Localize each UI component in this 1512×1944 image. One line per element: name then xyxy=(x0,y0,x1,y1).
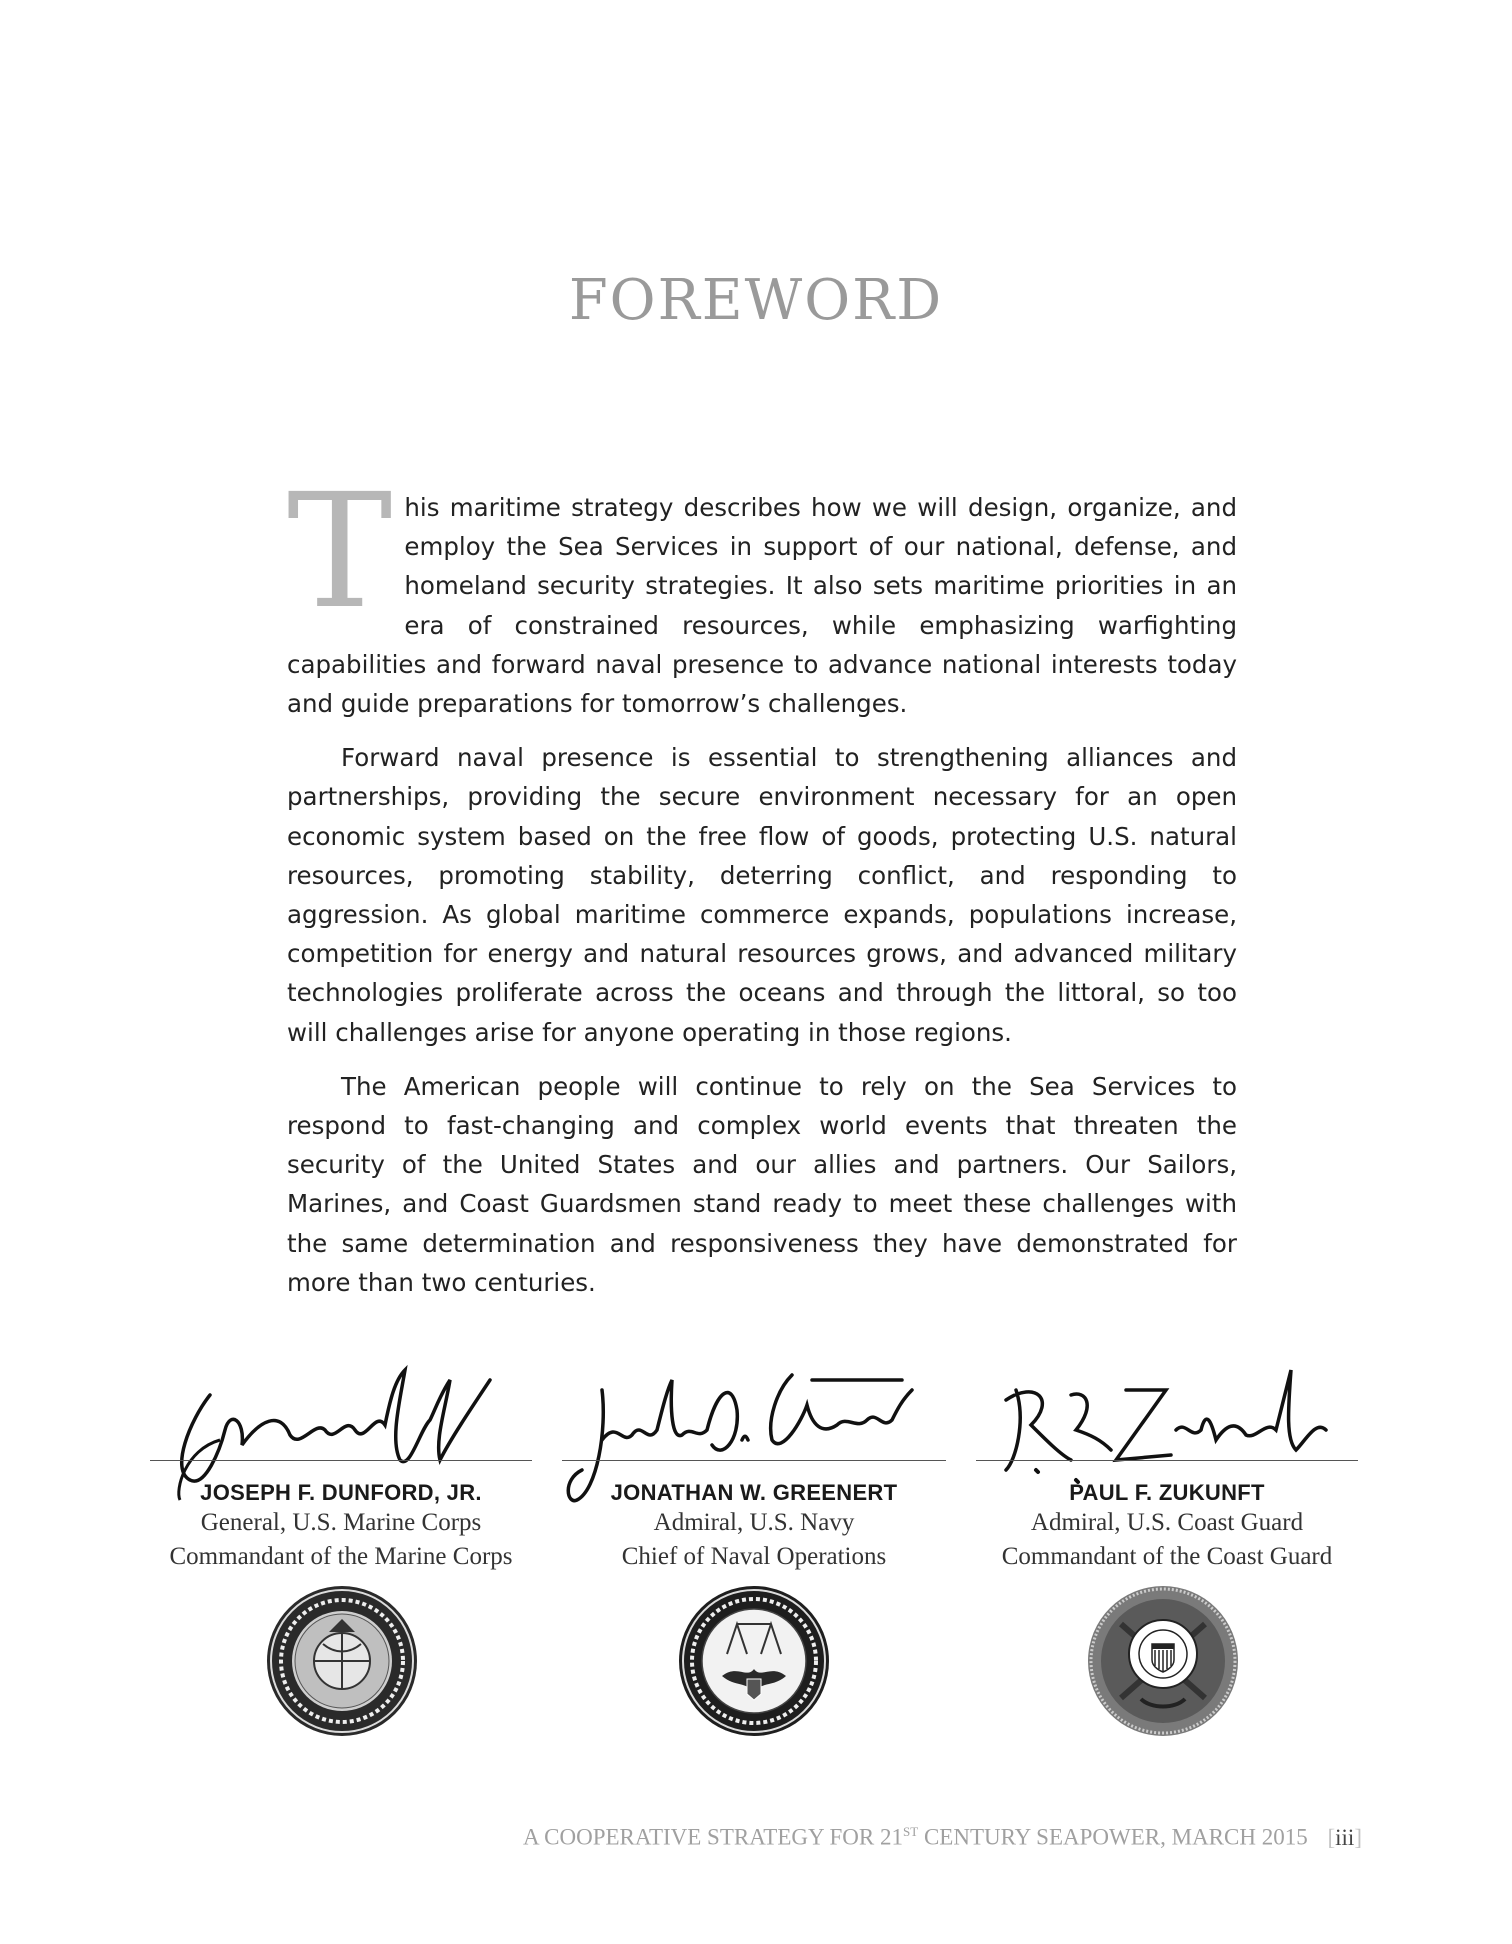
footer-title-end: CENTURY SEAPOWER, MARCH 2015 xyxy=(918,1824,1308,1850)
signer-dunford xyxy=(150,1350,532,1574)
signer-role: General, U.S. Marine Corps xyxy=(200,1509,482,1536)
bracket-open: [ xyxy=(1327,1824,1336,1850)
signer-name: JONATHAN W. GREENERT xyxy=(610,1480,898,1505)
coast-guard-seal-icon xyxy=(1086,1584,1240,1738)
paragraph-2: Forward naval presence is essential to strengthening alliances and partnerships, providing the secure environment necessary for an open economic system based on the free flow of goods, protecting U.S. natural resources, promoting stability, deterring conflict, and responding to aggression. As global maritime commerce expands, populations increase, competition for energy and natural resources grows, and advanced military technologies proliferate across the oceans and through the littoral, so too will challenges arise for anyone operating in those regions. xyxy=(287,743,1237,1047)
signature-line xyxy=(976,1460,1358,1461)
signer-office: Commandant of the Coast Guard xyxy=(1001,1543,1333,1570)
marine-corps-seal-icon xyxy=(265,1584,419,1738)
signature-zukunft-icon xyxy=(976,1350,1358,1510)
signature-zukunft xyxy=(976,1350,1358,1468)
paragraph-1-text: his maritime strategy describes how we will design, organize, and employ the Sea Services in support of our national, defense, and homeland security strategies. It also sets maritime priorities in an era of constrained resources, while emphasizing warfighting capabilities and forward naval presence to advance national interests today and guide preparations for tomorrow’s challenges. xyxy=(287,493,1237,719)
signer-greenert xyxy=(562,1350,946,1574)
paragraph-1 xyxy=(287,460,1237,723)
signer-role: Admiral, U.S. Coast Guard xyxy=(1030,1509,1304,1536)
signature-line xyxy=(562,1460,946,1461)
page-footer xyxy=(523,1824,1362,1851)
paragraph-3: The American people will continue to rely on the Sea Services to respond to fast-changing and complex world events that threaten the security of the United States and our allies and partners. Our Sailors, Marines, and Coast Guardsmen stand ready to meet these challenges with the same determination and responsiveness they have demonstrated for more than two centuries. xyxy=(287,1071,1237,1297)
signature-greenert xyxy=(562,1350,946,1468)
page-title: FOREWORD xyxy=(568,268,944,333)
signature-greenert-icon xyxy=(562,1350,946,1520)
signer-role: Admiral, U.S. Navy xyxy=(653,1509,855,1536)
footer-superscript: ST xyxy=(903,1824,919,1839)
foreword-body xyxy=(287,460,1237,1317)
bracket-close: ] xyxy=(1354,1824,1362,1850)
signature-line xyxy=(150,1460,532,1461)
page-number-value: iii xyxy=(1335,1824,1355,1850)
signature-dunford xyxy=(150,1350,532,1468)
navy-seal-icon xyxy=(677,1584,831,1738)
signature-dunford-icon xyxy=(150,1350,532,1510)
signer-zukunft xyxy=(976,1350,1358,1574)
page-number xyxy=(1327,1825,1362,1850)
signer-name: PAUL F. ZUKUNFT xyxy=(1069,1480,1265,1505)
signer-name: JOSEPH F. DUNFORD, JR. xyxy=(200,1480,482,1505)
signer-office: Commandant of the Marine Corps xyxy=(169,1543,513,1570)
footer-title-start: A COOPERATIVE STRATEGY FOR 21 xyxy=(523,1824,904,1850)
drop-cap: T xyxy=(287,460,393,644)
signer-office: Chief of Naval Operations xyxy=(621,1543,887,1570)
